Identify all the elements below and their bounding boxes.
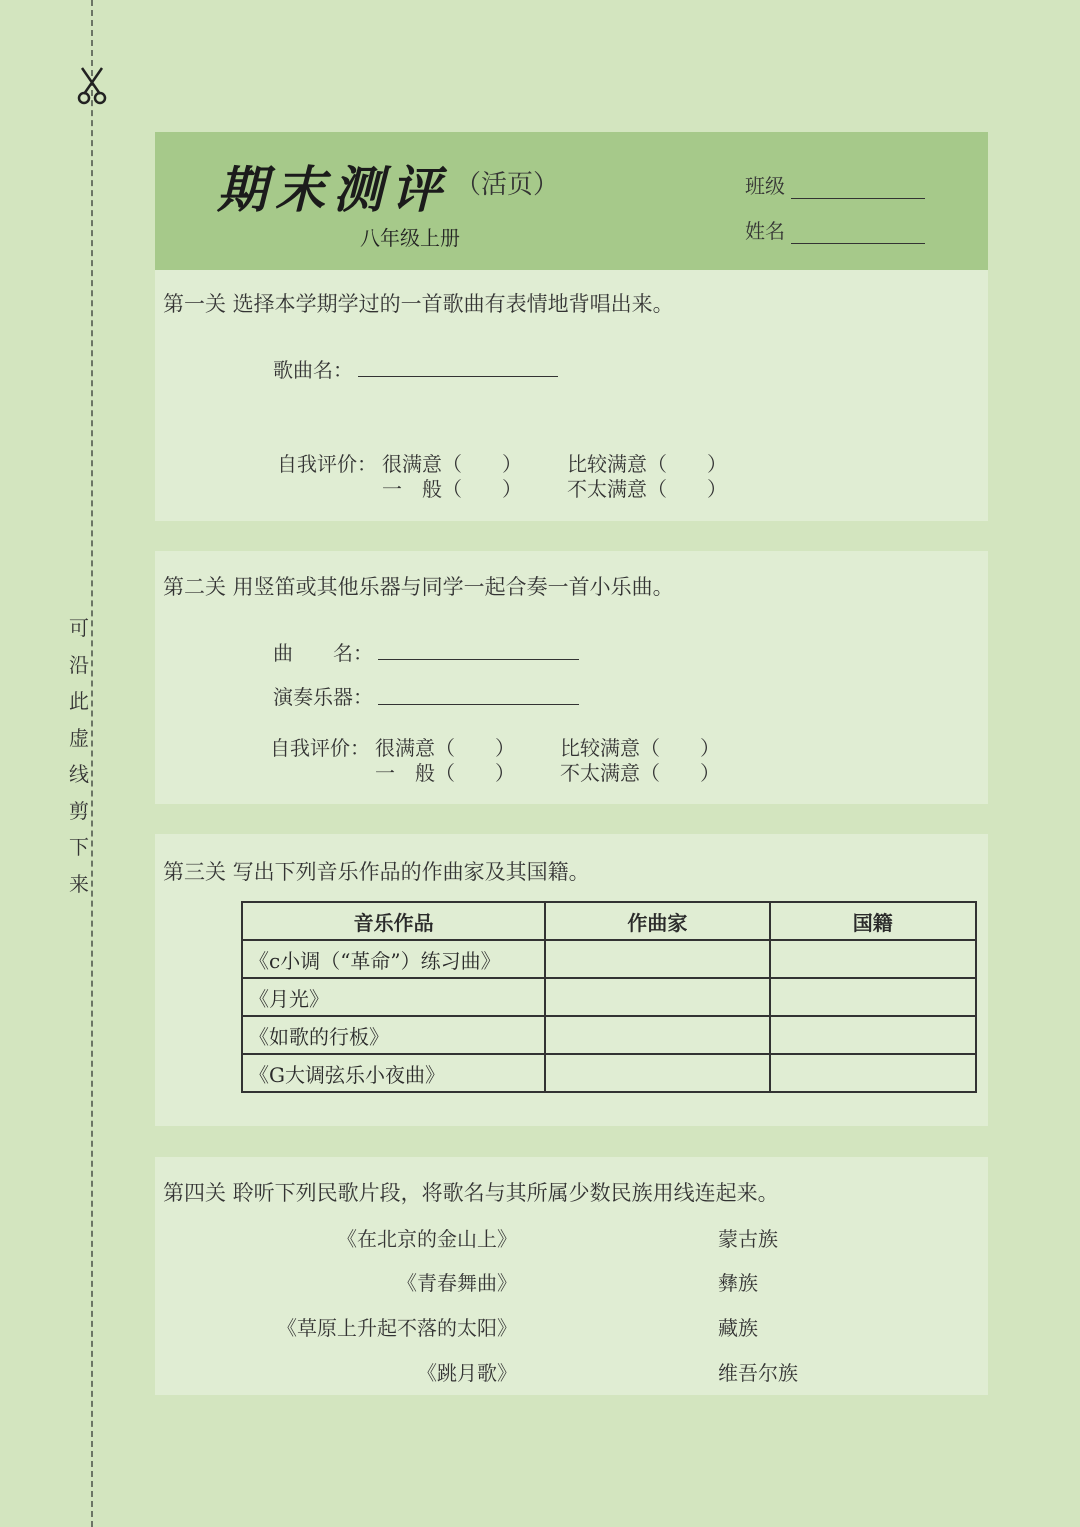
name-label: 姓名 [745, 219, 785, 243]
nationality-cell[interactable] [770, 978, 976, 1016]
q1-opt-very-satisfied[interactable]: 很满意（ ） [382, 452, 522, 476]
table-row [242, 978, 976, 1016]
composer-cell[interactable] [545, 978, 769, 1016]
ethnic-item[interactable]: 彝族 [718, 1271, 758, 1295]
section-q1 [155, 270, 988, 521]
cut-hint: 可沿此虚线剪下来 [69, 616, 89, 896]
section-q3 [155, 834, 988, 1126]
work-cell: 《月光》 [242, 978, 545, 1016]
col-header-composer: 作曲家 [545, 902, 769, 940]
nationality-cell[interactable] [770, 940, 976, 978]
q1-title: 第一关 选择本学期学过的一首歌曲有表情地背唱出来。 [163, 292, 674, 316]
work-cell: 《c小调（“革命”）练习曲》 [242, 940, 545, 978]
song-item[interactable]: 《青春舞曲》 [397, 1271, 517, 1295]
section-q2 [155, 551, 988, 804]
name-underline[interactable] [791, 229, 925, 244]
col-header-work: 音乐作品 [242, 902, 545, 940]
ethnic-item[interactable]: 藏族 [718, 1316, 758, 1340]
work-cell: 《G大调弦乐小夜曲》 [242, 1054, 545, 1092]
ethnic-item[interactable]: 维吾尔族 [718, 1361, 798, 1385]
q2-opt-fairly-satisfied[interactable]: 比较满意（ ） [560, 736, 720, 760]
table-header-row [242, 902, 976, 940]
section-q4 [155, 1157, 988, 1395]
scissors-icon [76, 66, 108, 106]
class-underline[interactable] [791, 184, 925, 199]
composer-cell[interactable] [545, 1016, 769, 1054]
q1-opt-average[interactable]: 一 般（ ） [382, 477, 522, 501]
works-table [241, 901, 977, 1093]
q3-title: 第三关 写出下列音乐作品的作曲家及其国籍。 [163, 860, 590, 884]
grade-label: 八年级上册 [360, 226, 460, 250]
nationality-cell[interactable] [770, 1016, 976, 1054]
q2-title: 第二关 用竖笛或其他乐器与同学一起合奏一首小乐曲。 [163, 575, 674, 599]
nationality-cell[interactable] [770, 1054, 976, 1092]
q2-opt-average[interactable]: 一 般（ ） [375, 761, 515, 785]
table-row [242, 940, 976, 978]
composer-cell[interactable] [545, 940, 769, 978]
q1-song-label: 歌曲名： [273, 358, 353, 382]
song-item[interactable]: 《在北京的金山上》 [337, 1227, 517, 1251]
q1-opt-fairly-satisfied[interactable]: 比较满意（ ） [567, 452, 727, 476]
q2-song-underline[interactable] [378, 659, 579, 660]
class-label: 班级 [745, 174, 785, 198]
work-cell: 《如歌的行板》 [242, 1016, 545, 1054]
header-banner [155, 132, 988, 270]
q2-opt-very-satisfied[interactable]: 很满意（ ） [375, 736, 515, 760]
col-header-nationality: 国籍 [770, 902, 976, 940]
q2-opt-not-satisfied[interactable]: 不太满意（ ） [560, 761, 720, 785]
name-field[interactable] [745, 215, 925, 244]
composer-cell[interactable] [545, 1054, 769, 1092]
q1-song-underline[interactable] [358, 376, 558, 377]
ethnic-item[interactable]: 蒙古族 [718, 1227, 778, 1251]
class-field[interactable] [745, 170, 925, 199]
q1-opt-not-satisfied[interactable]: 不太满意（ ） [567, 477, 727, 501]
page-subtitle: （活页） [455, 170, 560, 200]
q2-song-label: 曲 名： [273, 641, 373, 665]
q1-eval-label: 自我评价： [277, 452, 377, 476]
q4-title: 第四关 聆听下列民歌片段，将歌名与其所属少数民族用线连起来。 [163, 1181, 779, 1205]
page-title: 期末测评 [217, 160, 449, 219]
table-row [242, 1054, 976, 1092]
song-item[interactable]: 《草原上升起不落的太阳》 [277, 1316, 517, 1340]
song-item[interactable]: 《跳月歌》 [417, 1361, 517, 1385]
q2-instrument-label: 演奏乐器： [273, 685, 373, 709]
q2-instrument-underline[interactable] [378, 704, 579, 705]
q2-eval-label: 自我评价： [270, 736, 370, 760]
table-row [242, 1016, 976, 1054]
